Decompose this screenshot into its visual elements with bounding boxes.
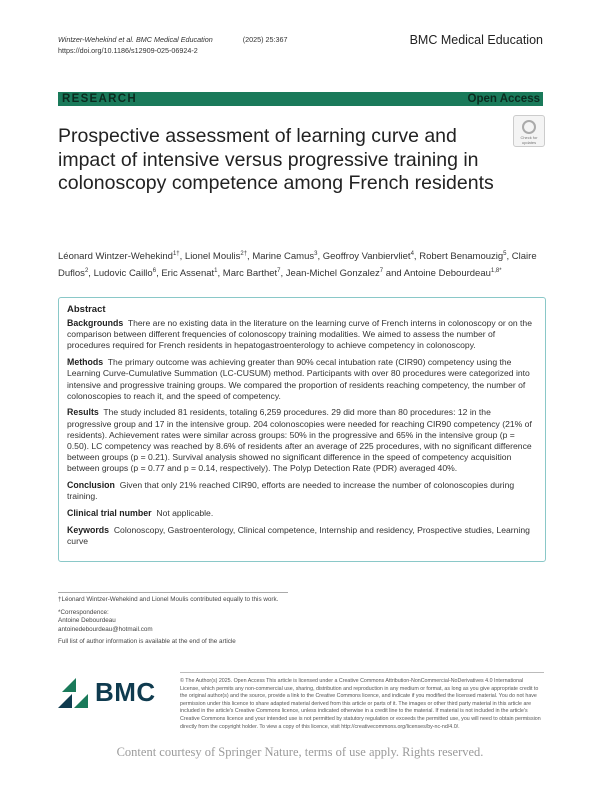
- author-list: Léonard Wintzer-Wehekind$^{1\dagger}$, Lionel Moulis$^{2\dagger}$, Marine Camus$^3$, Geoffroy Vanbiervliet$^4$, Robert Benamouzig$^5$, Claire Duflos$^2$, Ludovic Caillo$^6$, Eric Assenat$^1$, Marc Barthet$^7$, Jean-Michel Gonzalez$^7$ and Antoine Debourdeau$^{1,8*}$: [58, 251, 537, 280]
- doi-link[interactable]: https://doi.org/10.1186/s12909-025-06924-2: [58, 46, 198, 55]
- badge-line1: Check for: [520, 135, 538, 140]
- author-affiliation: 5: [503, 251, 507, 257]
- contrib-note: †Léonard Wintzer-Wehekind and Lionel Moulis contributed equally to this work.: [58, 596, 279, 603]
- author-affiliation: 1,8*: [490, 268, 502, 275]
- bmc-logo-mark-icon: [58, 678, 88, 708]
- correspondence-email[interactable]: antoinedebourdeau@hotmail.com: [58, 625, 153, 633]
- abstract-keywords: Keywords Colonoscopy, Gastroenterology, Clinical competence, Internship and residency, Prospective studies, Learning curve: [67, 524, 530, 546]
- courtesy-note: Content courtesy of Springer Nature, terms of use apply. Rights reserved.: [116, 745, 484, 759]
- license-text: © The Author(s) 2025. Open Access This article is licensed under a Creative Commons Attribution-NonCommercial-NoDerivatives 4.0 International License, which permits any non-commercial use, sharing, distribution and reproduction in any medium or format, as long as you give appropriate credit to the original author(s) and the source, provide a link to the Creative Commons licence, and indicate if you modified the licensed material. You do not have permission under this licence to share adapted material derived from this article or parts of it. The images or other third party material in this article are included in the article's Creative Commons licence, unless indicated otherwise in a credit line to the material. If material is not included in the article's Creative Commons licence and your intended use is not permitted by statutory regulation or exceeds the permitted use, you will need to obtain permission directly from the copyright holder. To view a copy of this licence, visit http://creativecommons.org/licenses/by-nc-nd/4.0/.: [180, 678, 544, 731]
- author-affiliation: 1†: [172, 251, 180, 257]
- open-access-label: Open Access: [467, 93, 540, 105]
- footnotes: [58, 592, 288, 651]
- footnote-divider: [58, 592, 288, 593]
- citation-volume: (2025) 25:367: [242, 35, 288, 44]
- author-name[interactable]: Lionel Moulis$^{2\dagger}$: [184, 251, 248, 263]
- author-name[interactable]: Marine Camus$^3$: [252, 251, 318, 263]
- author-affiliation: 4: [410, 251, 414, 257]
- author-name[interactable]: Antoine Debourdeau$^{1,8*}$: [403, 268, 502, 280]
- citation-journal: BMC Medical Education: [135, 35, 213, 44]
- abstract-heading: Abstract: [67, 304, 106, 315]
- article-type-label: RESEARCH: [62, 93, 137, 105]
- check-for-updates-button[interactable]: [513, 115, 545, 147]
- author-name[interactable]: Geoffroy Vanbiervliet$^4$: [322, 251, 414, 263]
- bmc-logo-text: BMC: [95, 677, 156, 707]
- author-affiliation: 3: [314, 251, 318, 257]
- author-affiliation: 6: [152, 268, 157, 275]
- author-affiliation: 7: [379, 268, 384, 275]
- bmc-logo: [58, 675, 168, 710]
- author-affiliation: 2: [84, 268, 89, 275]
- abstract-backgrounds: Backgrounds There are no existing data in the literature on the learning curve of French interns in colonoscopy or on the comparison between different frequencies of colonoscopy training modalities. We aimed to assess the number of procedures required for French residents in hepatogastroenterology to achieve competency in colonoscopy.: [67, 318, 532, 351]
- journal-name: BMC Medical Education: [409, 33, 543, 47]
- article-title: Prospective assessment of learning curve and impact of intensive versus progressive training in colonoscopy competence among French residents: [58, 125, 494, 194]
- abstract-methods: Methods The primary outcome was achieving greater than 90% cecal intubation rate (CIR90) competency using the Learning Curve-Cumulative Summation (LC-CUSUM) method. Participants with over 80 procedures were categorized into intensive and progressive training groups. We compared the proportion of residents reaching competency, the number of colonoscopies to reach it, and the speed of competency.: [67, 357, 530, 401]
- citation-authors: Wintzer-Wehekind et al.: [58, 35, 134, 44]
- correspondence: *Correspondence: Antoine Debourdeau antoinedebourdeau@hotmail.com: [58, 608, 153, 633]
- abstract-results: Results The study included 81 residents, totaling 6,259 procedures. 29 did more than 80 procedures: 12 in the progressive group and 17 in the intensive group. 204 colonoscopies were needed for reaching CIR90 competency (21% of residents). Achievement rates were similar across groups: 50% in the progressive and 65% in the intensive group (p = 0.50). LC competency was reached by 8.6% of residents after an average of 225 procedures, with no significant difference between groups (p = 0.21). Survival analysis showed no significant difference in the speed of competency acquisition between groups (p = 0.77 and p = 0.14, respectively). The Polyp Detection Rate (PDR) averaged 40%.: [67, 407, 532, 474]
- author-affiliation: 7: [277, 268, 281, 275]
- author-name[interactable]: Léonard Wintzer-Wehekind$^{1\dagger}$: [58, 251, 180, 263]
- author-name[interactable]: Jean-Michel Gonzalez$^7$: [285, 268, 384, 280]
- abstract-trial-number: Clinical trial number Not applicable.: [67, 508, 214, 519]
- author-name[interactable]: Marc Barthet$^7$: [222, 268, 281, 280]
- article-type-bar: [58, 92, 543, 106]
- citation-header: [58, 34, 287, 56]
- author-name[interactable]: Eric Assenat$^1$: [161, 268, 218, 280]
- abstract-conclusion: Conclusion Given that only 21% reached CIR90, efforts are needed to increase the number of colonoscopies during training.: [67, 480, 515, 502]
- author-info-note: Full list of author information is available at the end of the article: [58, 638, 236, 646]
- abstract-box: [58, 297, 546, 562]
- author-name[interactable]: Claire Duflos$^2$: [58, 251, 537, 280]
- badge-line2: updates: [521, 139, 537, 145]
- author-name[interactable]: Robert Benamouzig$^5$: [419, 251, 507, 263]
- author-affiliation: 2†: [240, 251, 248, 257]
- author-name[interactable]: Ludovic Caillo$^6$: [93, 268, 157, 280]
- check-for-updates-icon: [522, 120, 536, 134]
- author-affiliation: 1: [214, 268, 218, 275]
